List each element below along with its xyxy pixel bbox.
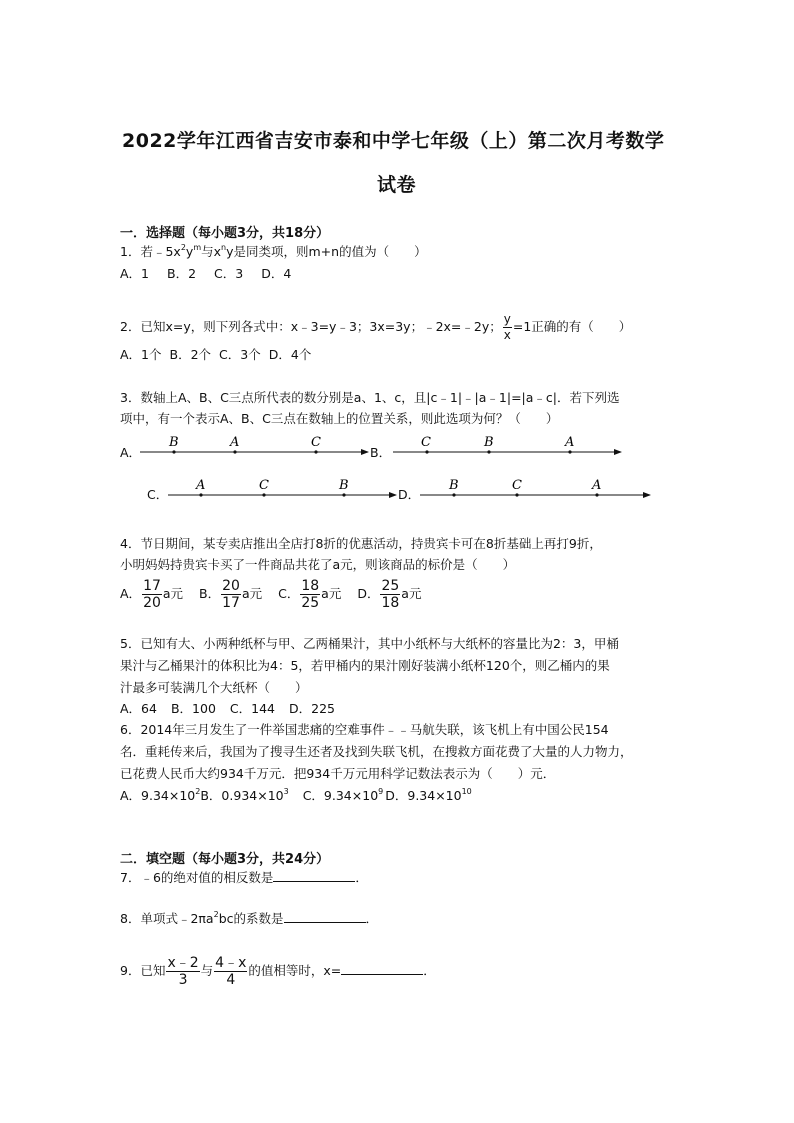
point-1 — [452, 493, 455, 496]
question-5-line3: 汁最多可装满几个大纸杯（ ） — [120, 680, 308, 695]
answer-blank[interactable] — [273, 869, 355, 882]
answer-blank[interactable] — [284, 910, 366, 923]
option-d: D．225 — [289, 701, 335, 716]
section-heading-choice: 一．选择题（每小题3分，共18分） — [120, 226, 330, 241]
option-b: B．$0.934\times 10^3$ — [200, 787, 289, 803]
question-6-line2: 名．重耗传来后，我国为了搜寻生还者及找到失联飞机，在搜救方面花费了大量的人力物力， — [120, 744, 633, 759]
point-3 — [314, 450, 317, 453]
option-a: A． $\frac{17}{20}$ a元 — [120, 578, 184, 611]
point-label: A — [196, 478, 206, 493]
point-1 — [199, 493, 202, 496]
question-1: 1．若$﹣5x^2y^m$与$x^ny$是同类项，则m+n的值为（ ） — [120, 243, 427, 259]
point-label: C — [512, 478, 522, 493]
fraction-y-over-x: $\frac{y}{x}$ — [503, 312, 511, 342]
option-b: B．100 — [170, 701, 216, 716]
question-3-line1: 3．数轴上A、B、C三点所代表的数分别是a、1、c，且|c﹣1|﹣|a﹣1|=|a﹣c|．若下列选 — [120, 390, 620, 405]
option-b: B．2个 — [169, 347, 212, 362]
point-label: B — [339, 478, 349, 493]
point-label: B — [484, 435, 494, 450]
number-line-a — [140, 435, 368, 454]
point-label: A — [230, 435, 240, 450]
point-3 — [342, 493, 345, 496]
option-c: C．3 — [214, 266, 244, 281]
number-line-d — [420, 478, 650, 497]
point-label: C — [421, 435, 431, 450]
option-c: C．144 — [229, 701, 275, 716]
page-title-continued: 试卷 — [377, 174, 417, 196]
question-4-options — [120, 578, 421, 611]
option-c: C． $\frac{18}{25}$ a元 — [278, 578, 342, 611]
question-5-line1: 5．已知有大、小两种纸杯与甲、乙两桶果汁，其中小纸杯与大纸杯的容量比为2：3，甲桶 — [120, 636, 619, 651]
number-line-c — [168, 478, 396, 497]
option-c: C．$9.34\times 10^9$ — [302, 787, 384, 803]
fraction-2: $\frac{4﹣x}{4}$ — [215, 955, 247, 988]
question-5-line2: 果汁与乙桶果汁的体积比为4：5，若甲桶内的果汁刚好装满小纸杯120个，则乙桶内的果 — [120, 658, 610, 673]
point-label: C — [311, 435, 321, 450]
answer-blank[interactable] — [341, 962, 423, 975]
question-6-line1: 6．2014年三月发生了一件举国悲痛的空难事件﹣﹣马航失联，该飞机上有中国公民154 — [120, 722, 609, 737]
question-9: 9．已知 $\frac{x﹣2}{3}$ 与 $\frac{4﹣x}{4}$ 的值相等时，x= ． — [120, 955, 436, 988]
option-d: D． $\frac{25}{18}$ a元 — [357, 578, 422, 611]
question-7: 7．﹣6的绝对值的相反数是 ． — [120, 870, 368, 885]
question-4-line1: 4．节日期间，某专卖店推出全店打8折的优惠活动，持贵宾卡可在8折基础上再打9折， — [120, 536, 602, 551]
q3-option-d-label: D． — [398, 487, 421, 502]
q3-option-c-label: C． — [147, 487, 169, 502]
number-line-b — [393, 435, 621, 454]
option-b: B． $\frac{20}{17}$ a元 — [199, 578, 263, 611]
q3-option-b-label: B． — [370, 445, 392, 460]
point-2 — [515, 493, 518, 496]
option-b: B．2 — [167, 266, 197, 281]
option-d: D．4个 — [268, 347, 312, 362]
point-1 — [425, 450, 428, 453]
section-heading-fill: 二．填空题（每小题3分，共24分） — [120, 852, 330, 867]
question-6-options — [120, 786, 472, 806]
point-3 — [595, 493, 598, 496]
option-c: C．3个 — [219, 347, 261, 362]
question-4-line2: 小明妈妈持贵宾卡买了一件商品共花了a元，则该商品的标价是（ ） — [120, 557, 516, 572]
point-label: B — [449, 478, 459, 493]
point-3 — [568, 450, 571, 453]
page-title: 2022学年江西省吉安市泰和中学七年级（上）第二次月考数学 — [122, 130, 665, 152]
question-5-options — [120, 699, 335, 719]
option-d: D．4 — [261, 266, 292, 281]
point-label: A — [592, 478, 602, 493]
point-label: B — [169, 435, 179, 450]
option-a: A．1 — [120, 266, 150, 281]
option-d: D．$9.34\times 10^{10}$ — [385, 787, 472, 803]
point-2 — [487, 450, 490, 453]
question-6-line3: 已花费人民币大约934千万元．把934千万元用科学记数法表示为（ ）元． — [120, 766, 556, 781]
fraction-1: $\frac{x﹣2}{3}$ — [167, 955, 199, 988]
question-2: 2．已知x=y，则下列各式中：x﹣3=y﹣3；3x=3y；﹣2x=﹣2y； $\frac{y}{x}$ =1正确的有（ ） — [120, 312, 632, 342]
point-label: A — [565, 435, 575, 450]
point-2 — [233, 450, 236, 453]
q3-option-a-label: A． — [120, 445, 142, 460]
point-label: C — [259, 478, 269, 493]
option-a: A．1个 — [120, 347, 162, 362]
option-a: A．$9.34\times 10^2$ — [120, 787, 201, 803]
option-a: A．64 — [120, 701, 157, 716]
point-1 — [172, 450, 175, 453]
question-3-line2: 项中，有一个表示A、B、C三点在数轴上的位置关系，则此选项为何？（ ） — [120, 411, 559, 426]
point-2 — [262, 493, 265, 496]
question-8: 8．单项式$﹣2\pi a^2bc$的系数是 ． — [120, 910, 379, 926]
